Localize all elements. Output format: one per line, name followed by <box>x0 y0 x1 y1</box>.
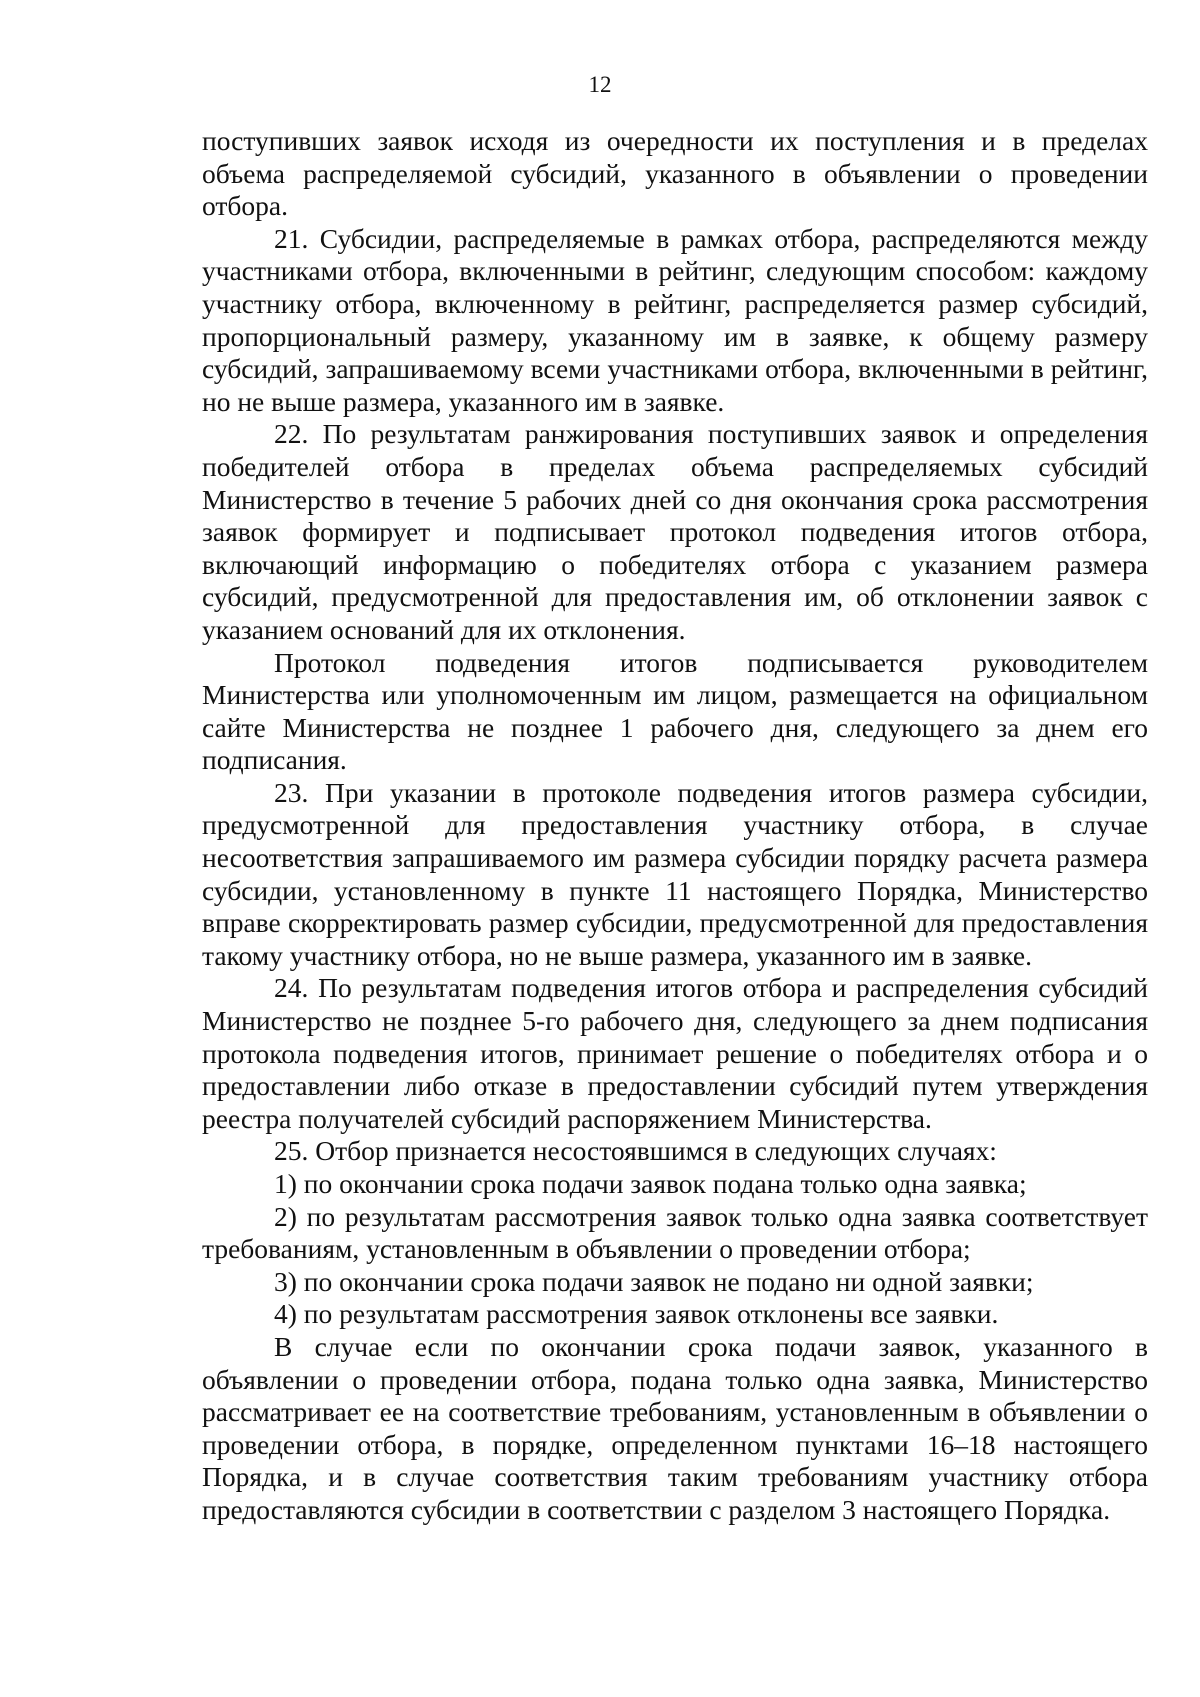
page-number: 12 <box>588 72 612 97</box>
paragraph-single-application: В случае если по окончании срока подачи заявок, указанного в объявлении о проведении отбора, подана только одна заявка, Министерство рассматривает ее на соответствие требованиям, установленным в объявлении о проведении отбора, в порядке, определенном пунктами 16–18 настоящего Порядка, и в случае соответствия таким требованиям участнику отбора предоставляются субсидии в соответствии с разделом 3 настоящего Порядка. <box>202 1330 1148 1525</box>
document-body <box>202 125 1148 1527</box>
list-item-4: 4) по результатам рассмотрения заявок отклонены все заявки. <box>274 1298 999 1330</box>
list-item-2: 2) по результатам рассмотрения заявок только одна заявка соответствует требованиям, установленным в объявлении о проведении отбора; <box>202 1200 1148 1265</box>
paragraph-clause-21: 21. Субсидии, распределяемые в рамках отбора, распределяются между участниками отбора, включенными в рейтинг, следующим способом: каждому участнику отбора, включенному в рейтинг, распределяется размер субсидий, пропорциональный размеру, указанному им в заявке, к общему размеру субсидий, запрашиваемому всеми участниками отбора, включенными в рейтинг, но не выше размера, указанного им в заявке. <box>202 222 1148 417</box>
list-item-1: 1) по окончании срока подачи заявок подана только одна заявка; <box>274 1168 1027 1199</box>
paragraph-continuation: поступивших заявок исходя из очередности их поступления и в пределах объема распределяемой субсидий, указанного в объявлении о проведении отбора. <box>202 125 1148 222</box>
list-item-3: 3) по окончании срока подачи заявок не подано ни одной заявки; <box>274 1265 1034 1297</box>
paragraph-protocol: Протокол подведения итогов подписывается руководителем Министерства или уполномоченным им лицом, размещается на официальном сайте Министерства не позднее 1 рабочего дня, следующего за днем его подписания. <box>202 646 1148 776</box>
paragraph-clause-22: 22. По результатам ранжирования поступивших заявок и определения победителей отбора в пределах объема распределяемых субсидий Министерство в течение 5 рабочих дней со дня окончания срока рассмотрения заявок формирует и подписывает протокол подведения итогов отбора, включающий информацию о победителях отбора с указанием размера субсидий, предусмотренной для предоставления им, об отклонении заявок с указанием оснований для их отклонения. <box>202 418 1148 645</box>
paragraph-clause-24: 24. По результатам подведения итогов отбора и распределения субсидий Министерство не позднее 5-го рабочего дня, следующего за днем подписания протокола подведения итогов, принимает решение о победителях отбора и о предоставлении либо отказе в предоставлении субсидий путем утверждения реестра получателей субсидий распоряжением Министерства. <box>202 972 1148 1134</box>
paragraph-clause-25: 25. Отбор признается несостоявшимся в следующих случаях: <box>274 1135 997 1167</box>
paragraph-clause-23: 23. При указании в протоколе подведения итогов размера субсидии, предусмотренной для предоставления участнику отбора, в случае несоответствия запрашиваемого им размера субсидии порядку расчета размера субсидии, установленному в пункте 11 настоящего Порядка, Министерство вправе скорректировать размер субсидии, предусмотренной для предоставления такому участнику отбора, но не выше размера, указанного им в заявке. <box>202 776 1148 971</box>
